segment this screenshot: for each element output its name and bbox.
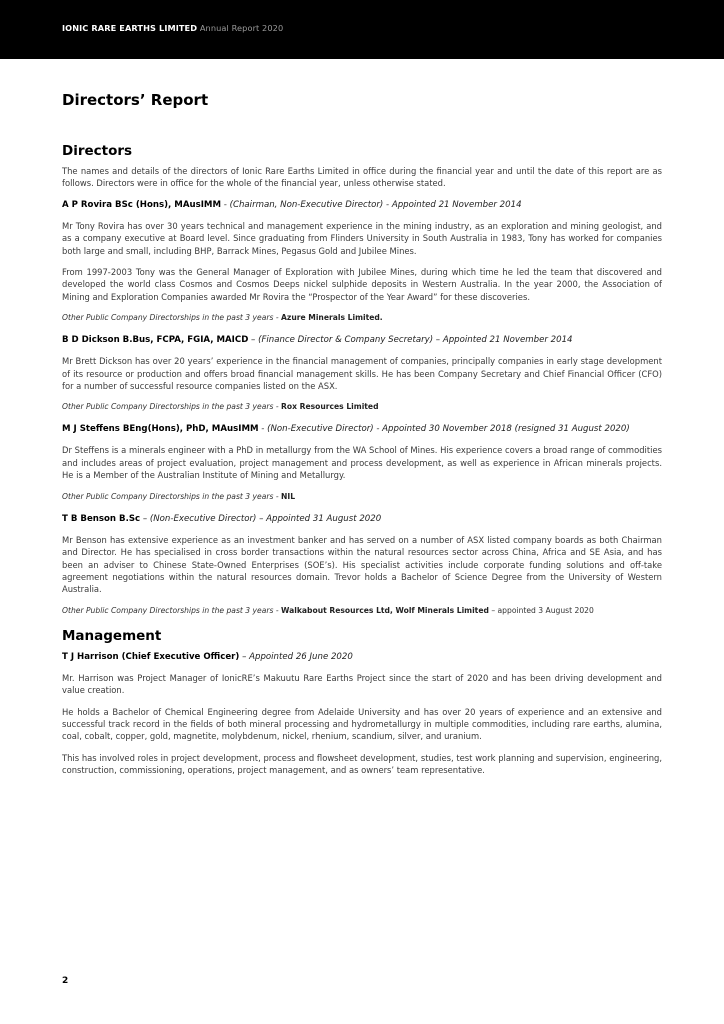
other-directorships-label: Other Public Company Directorships in the past 3 years -: [62, 313, 282, 323]
manager-bio: Mr. Harrison was Project Manager of IonicRE’s Makuutu Rare Earths Project since the start of 2020 and has been driving development and value creation.: [62, 672, 662, 696]
other-directorships: [62, 605, 662, 616]
header-title: [62, 23, 283, 33]
director-heading: [62, 423, 662, 435]
manager-bio: He holds a Bachelor of Chemical Engineering degree from Adelaide University and has over 20 years of experience and an extensive and successful track record in the fields of both mineral processing and hydrometallurgy in multiple commodities, including rare earths, alumina, coal, cobalt, copper, gold, magnetite, molybdenum, nickel, rhenium, scandium, silver, and uranium.: [62, 706, 662, 742]
director-role: - (Chairman, Non-Executive Director) - Appointed 21 November 2014: [221, 199, 522, 210]
header-company: IONIC RARE EARTHS LIMITED: [62, 23, 198, 33]
director-bio: Mr Benson has extensive experience as an investment banker and has served on a number of ASX listed company boards as both Chairman and Director. He has specialised in cross border transactions within the natural resources sector across China, Africa and SE Asia, and has been an adviser to Chinese State-Owned Enterprises (SOE’s). His specialist activities include corporate funding solutions and off-take agreement negotiations within the natural resources domain. Trevor holds a Bachelor of Science Degree from the University of Western Australia.: [62, 534, 662, 595]
other-directorships-label: Other Public Company Directorships in the past 3 years -: [62, 605, 282, 615]
director-role: – (Non-Executive Director) – Appointed 31 August 2020: [140, 513, 382, 524]
directors-intro: The names and details of the directors of Ionic Rare Earths Limited in office during the financial year and until the date of this report are as follows. Directors were in office for the whole of the financial year, unless otherwise stated.: [62, 166, 662, 189]
page-content: [62, 90, 662, 786]
page-title: Directors’ Report: [62, 91, 209, 109]
page-number: 2: [62, 976, 69, 986]
directors-heading: Directors: [62, 143, 133, 159]
director-role: - (Non-Executive Director) - Appointed 30 November 2018 (resigned 31 August 2020): [258, 424, 630, 435]
other-directorships-value: Rox Resources Limited: [281, 402, 379, 412]
other-directorships-value: Azure Minerals Limited.: [281, 313, 383, 323]
director-name: A P Rovira BSc (Hons), MAusIMM: [62, 199, 222, 210]
manager-heading: [62, 651, 662, 663]
management-heading: Management: [62, 627, 162, 644]
header-report-name: Annual Report 2020: [199, 23, 284, 33]
director-bio: Mr Brett Dickson has over 20 years’ experience in the financial management of companies, principally companies in early stage development of its resource or production and offers broad financial management skills. He has been Company Secretary and Chief Financial Officer (CFO) for a number of successful resource companies listed on the ASX.: [62, 356, 662, 392]
other-directorships: [62, 491, 662, 502]
other-directorships-label: Other Public Company Directorships in the past 3 years -: [62, 402, 282, 412]
header-bar: [0, 0, 724, 59]
manager-role: – Appointed 26 June 2020: [239, 651, 353, 662]
director-name: T B Benson B.Sc: [62, 513, 141, 524]
director-name: M J Steffens BEng(Hons), PhD, MAusIMM: [62, 424, 259, 435]
director-heading: [62, 513, 662, 525]
director-bio: Dr Steffens is a minerals engineer with a PhD in metallurgy from the WA School of Mines. His experience covers a broad range of commodities and includes areas of project evaluation, project management and process development, as well as experience in African minerals projects. He is a Member of the Australian Institute of Mining and Metallurgy.: [62, 445, 662, 481]
other-directorships: [62, 312, 662, 323]
manager-name: T J Harrison (Chief Executive Officer): [62, 651, 240, 662]
other-directorships-label: Other Public Company Directorships in the past 3 years -: [62, 491, 282, 501]
director-heading: [62, 199, 662, 211]
other-directorships-value: NIL: [281, 491, 296, 501]
director-bio: Mr Tony Rovira has over 30 years technical and management experience in the mining industry, as an exploration and mining geologist, and as a company executive at Board level. Since graduating from Flinders University in South Australia in 1983, Tony has worked for companies both large and small, including BHP, Barrack Mines, Pegasus Gold and Jubilee Mines.: [62, 220, 662, 256]
director-role: – (Finance Director & Company Secretary) – Appointed 21 November 2014: [248, 335, 573, 346]
manager-bio: This has involved roles in project development, process and flowsheet development, studies, test work planning and supervision, engineering, construction, commissioning, operations, project management, and as owners’ team representative.: [62, 752, 662, 776]
other-directorships-value: Walkabout Resources Ltd, Wolf Minerals Limited: [281, 605, 489, 615]
director-heading: [62, 334, 662, 346]
director-bio: From 1997-2003 Tony was the General Manager of Exploration with Jubilee Mines, during which time he led the team that discovered and developed the world class Cosmos and Cosmos Deeps nickel sulphide deposits in Western Australia. In the year 2000, the Association of Mining and Exploration Companies awarded Mr Rovira the “Prospector of the Year Award” for these discoveries.: [62, 267, 662, 302]
other-directorships-note: – appointed 3 August 2020: [488, 605, 594, 615]
director-name: B D Dickson B.Bus, FCPA, FGIA, MAICD: [62, 335, 249, 346]
other-directorships: [62, 401, 662, 412]
